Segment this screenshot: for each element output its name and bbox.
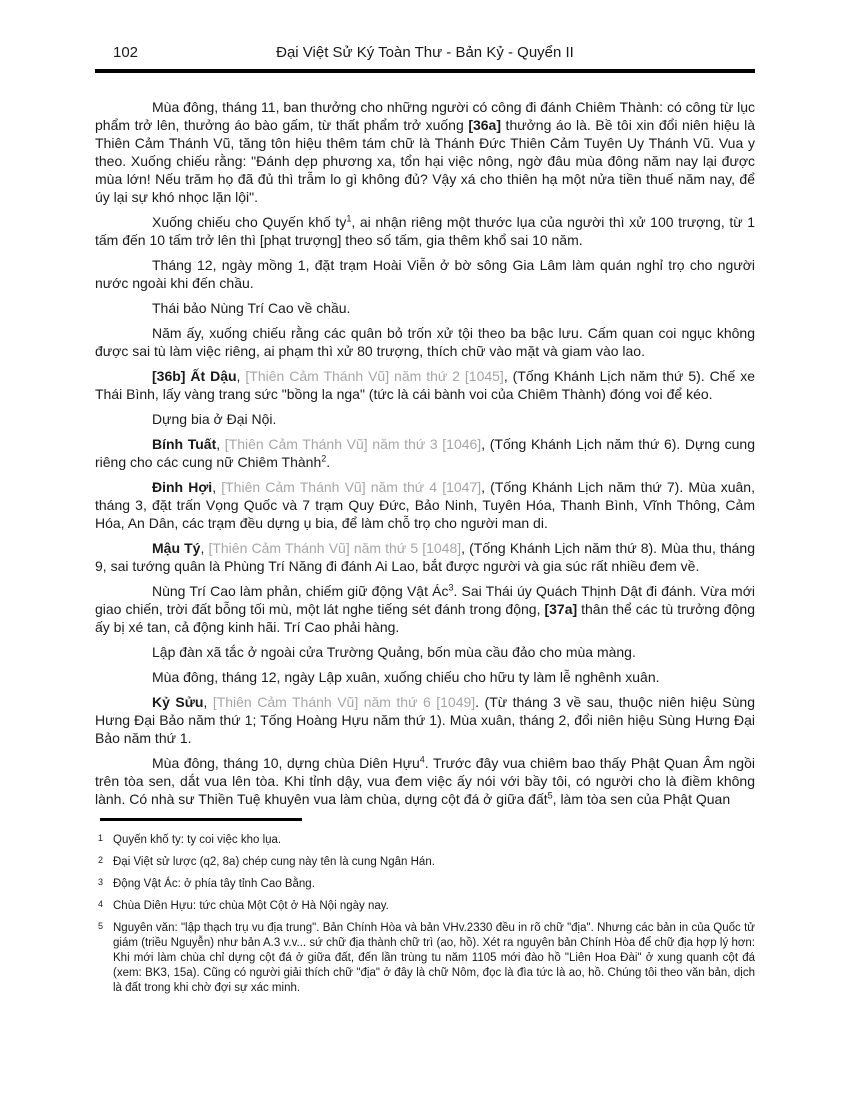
footnote-marker: 3 bbox=[448, 582, 454, 593]
footnote-number: 5 bbox=[98, 921, 104, 931]
paragraph bbox=[95, 367, 755, 403]
text-segment: , (Tống Khánh Lịch năm thứ 8). Mùa thu, tháng 9, sai tướng quân là Phùng Trí Năng đi đánh Ai Lao, bắt được người và gia súc rất nhiều đem về. bbox=[95, 540, 755, 574]
text-segment: , bbox=[212, 479, 222, 495]
paragraph bbox=[95, 754, 755, 808]
footnote-item bbox=[95, 833, 755, 848]
footnote-item bbox=[95, 921, 755, 996]
text-segment: [Thiên Cảm Thánh Vũ] năm thứ 6 [1049] bbox=[212, 694, 476, 710]
body-paragraphs bbox=[95, 98, 755, 808]
text-segment: [Thiên Cảm Thánh Vũ] năm thứ 3 [1046] bbox=[224, 436, 482, 452]
paragraph bbox=[95, 539, 755, 575]
text-segment: Nùng Trí Cao làm phản, chiếm giữ động Vật Ác bbox=[152, 583, 449, 599]
page-number: 102 bbox=[113, 44, 139, 61]
text-segment: , bbox=[236, 368, 246, 384]
paragraph bbox=[95, 643, 755, 661]
footnote-text: Đại Việt sử lược (q2, 8a) chép cung này tên là cung Ngân Hán. bbox=[113, 856, 435, 868]
footnote-marker: 4 bbox=[419, 754, 425, 765]
text-segment: Kỷ Sửu bbox=[152, 694, 204, 710]
footnote-number: 4 bbox=[98, 899, 104, 909]
text-segment: [Thiên Cảm Thánh Vũ] năm thứ 2 [1045] bbox=[245, 368, 504, 384]
text-segment: Bính Tuất bbox=[152, 436, 217, 452]
footnote-text: Nguyên văn: "lập thạch trụ vu địa trung". Bản Chính Hòa và bản VHv.2330 đều in rõ chữ "địa". Nhưng các bản in của Quốc tử giám (triều Nguyễn) như bản A.3 v.v... sứ chữ địa thành chữ trì (ao, hồ). Xét ra nguyên bản Chính Hòa để chữ địa hợp lý hơn: Khi mới làm chùa chỉ dựng cột đá ở giữa đất, đến lần trùng tu năm 1105 mới đào hồ "Liên Hoa Đài" ở xung quanh cột đá (xem: BK3, 15a). Cũng có người giải thích chữ "địa" ở đây là chữ Nôm, đọc là đìa tức là ao, hồ. Chúng tôi theo văn bản, dịch là đất trong khi chờ đợi sự xác minh. bbox=[113, 922, 755, 994]
text-segment: Năm ấy, xuống chiếu rằng các quân bỏ trốn xử tội theo ba bậc lưu. Cấm quan coi ngục không được sai tù làm việc riêng, ai phạm thì xử 80 trượng, thích chữ vào mặt và giam vào lao. bbox=[95, 325, 755, 359]
text-segment: , (Tống Khánh Lịch năm thứ 7). Mùa xuân, tháng 3, đặt trấn Vọng Quốc và 7 trạm Quy Đức, Bảo Ninh, Tuyên Hóa, Thanh Bình, Vĩnh Thông, Cảm Hóa, An Dân, các trạm đều dựng ụ bia, để làm chỗ trọ cho người man di. bbox=[95, 479, 755, 531]
text-segment: , (Tống Khánh Lịch năm thứ 5). Chế xe Thái Bình, lấy vàng trang sức "bồng la nga" (tức là cái bành voi của Chiêm Thành) đóng voi để kéo. bbox=[95, 368, 756, 402]
footnote-item bbox=[95, 899, 755, 914]
text-segment: Lập đàn xã tắc ở ngoài cửa Trường Quảng, bốn mùa cầu đảo cho mùa màng. bbox=[152, 644, 636, 660]
footnotes bbox=[95, 833, 755, 996]
text-segment: , bbox=[200, 540, 209, 556]
paragraph bbox=[95, 410, 755, 428]
text-segment: , bbox=[203, 694, 213, 710]
footnote-number: 2 bbox=[98, 855, 104, 865]
text-segment: [37a] bbox=[544, 601, 578, 617]
text-segment: [Thiên Cảm Thánh Vũ] năm thứ 5 [1048] bbox=[208, 540, 462, 556]
text-segment: . Trước đây vua chiêm bao thấy Phật Quan Âm ngồi trên tòa sen, dắt vua lên tòa. Khi tỉnh dậy, vua đem việc ấy nói với bầy tôi, có người cho là điềm không lành. Có nhà sư Thiền Tuệ khuyên vua làm chùa, dựng cột đá ở giữa đất bbox=[95, 755, 755, 807]
paragraph bbox=[95, 324, 755, 360]
text-segment: . (Từ tháng 3 về sau, thuộc niên hiệu Sùng Hưng Đại Bảo năm thứ 1; Tống Hoàng Hựu năm thứ 1). Mùa xuân, tháng 2, đổi niên hiệu Sùng Hưng Đại Bảo năm thứ 1. bbox=[95, 694, 756, 746]
header-title: Đại Việt Sử Ký Toàn Thư - Bản Kỷ - Quyển II bbox=[276, 44, 574, 61]
paragraph bbox=[95, 693, 755, 747]
text-segment: , ai nhận riêng một thước lụa của người thì xử 100 trượng, từ 1 tấm đến 10 tấm trở lên thì [phạt trượng] theo số tấm, gia thêm khổ sai 10 năm. bbox=[95, 214, 756, 248]
header-rule bbox=[95, 69, 755, 73]
text-segment: Mùa đông, tháng 12, ngày Lập xuân, xuống chiếu cho hữu ty làm lễ nghênh xuân. bbox=[152, 669, 660, 685]
text-segment: thưởng áo là. Bề tôi xin đổi niên hiệu là Thiên Cảm Thánh Vũ, tăng tôn hiệu thêm tám chữ là Thánh Đức Thiên Cảm Tuyên Uy Thánh Vũ. Vua y theo. Xuống chiếu rằng: "Đánh dẹp phương xa, tổn hại việc nông, ngờ đâu mùa đông năm nay lại được mùa lớn! Nếu trăm họ đã đủ thì trẫm lo gì không đủ? Vậy xá cho thiên hạ một nửa tiền thuế năm nay, để úy lại sự khó nhọc lặn lội". bbox=[95, 117, 755, 205]
footnote-item bbox=[95, 855, 755, 870]
footnote-number: 1 bbox=[98, 833, 104, 843]
text-segment: Mậu Tý bbox=[152, 540, 201, 556]
paragraph bbox=[95, 478, 755, 532]
footnote-separator bbox=[100, 818, 302, 821]
text-segment: Thái bảo Nùng Trí Cao về chầu. bbox=[152, 300, 351, 316]
footnote-item bbox=[95, 877, 755, 892]
text-segment: Mùa đông, tháng 10, dựng chùa Diên Hựu bbox=[152, 755, 420, 771]
paragraph bbox=[95, 435, 755, 471]
footnote-number: 3 bbox=[98, 877, 104, 887]
text-segment: Mùa đông, tháng 11, ban thưởng cho những người có công đi đánh Chiêm Thành: có công từ lục phẩm trở lên, thưởng áo bào gấm, từ thất phẩm trở xuống bbox=[95, 99, 755, 133]
text-segment: [36b] Ất Dậu bbox=[152, 368, 237, 384]
text-segment: , bbox=[216, 436, 225, 452]
text-segment: [36a] bbox=[468, 117, 501, 133]
text-segment: Đinh Hợi bbox=[152, 479, 213, 495]
text-segment: Tháng 12, ngày mồng 1, đặt trạm Hoài Viễn ở bờ sông Gia Lâm làm quán nghỉ trọ cho người nước ngoài khi đến chầu. bbox=[95, 257, 755, 291]
footnote-text: Chùa Diên Hựu: tức chùa Một Cột ở Hà Nội ngày nay. bbox=[113, 900, 389, 912]
page-content bbox=[95, 0, 755, 1003]
text-segment: , làm tòa sen của Phật Quan bbox=[552, 791, 731, 807]
footnote-text: Động Vật Ác: ở phía tây tỉnh Cao Bằng. bbox=[113, 878, 315, 890]
text-segment: . bbox=[326, 454, 331, 470]
paragraph bbox=[95, 299, 755, 317]
text-segment: . Sai Thái úy Quách Thịnh Dật đi đánh. Vừa mới giao chiến, trời đất bỗng tối mù, một lát nghe tiếng sét đánh trong động, bbox=[95, 583, 755, 617]
paragraph bbox=[95, 256, 755, 292]
text-segment: [Thiên Cảm Thánh Vũ] năm thứ 4 [1047] bbox=[221, 479, 482, 495]
paragraph bbox=[95, 98, 755, 206]
paragraph bbox=[95, 213, 755, 249]
footnote-text: Quyến khố ty: ty coi việc kho lụa. bbox=[113, 834, 282, 846]
page-header bbox=[95, 44, 755, 61]
text-segment: Xuống chiếu cho Quyến khố ty bbox=[152, 214, 347, 230]
paragraph bbox=[95, 668, 755, 686]
footnote-marker: 2 bbox=[321, 453, 327, 464]
text-segment: , (Tống Khánh Lịch năm thứ 6). Dựng cung riêng cho các cung nữ Chiêm Thành bbox=[95, 436, 755, 470]
paragraph bbox=[95, 582, 755, 636]
footnote-marker: 5 bbox=[547, 790, 553, 801]
footnote-marker: 1 bbox=[346, 213, 352, 224]
text-segment: thân thể các tù trưởng động ấy bị xé tan, cả động kinh hãi. Trí Cao phải hàng. bbox=[95, 601, 755, 635]
text-segment: Dựng bia ở Đại Nội. bbox=[152, 411, 277, 427]
